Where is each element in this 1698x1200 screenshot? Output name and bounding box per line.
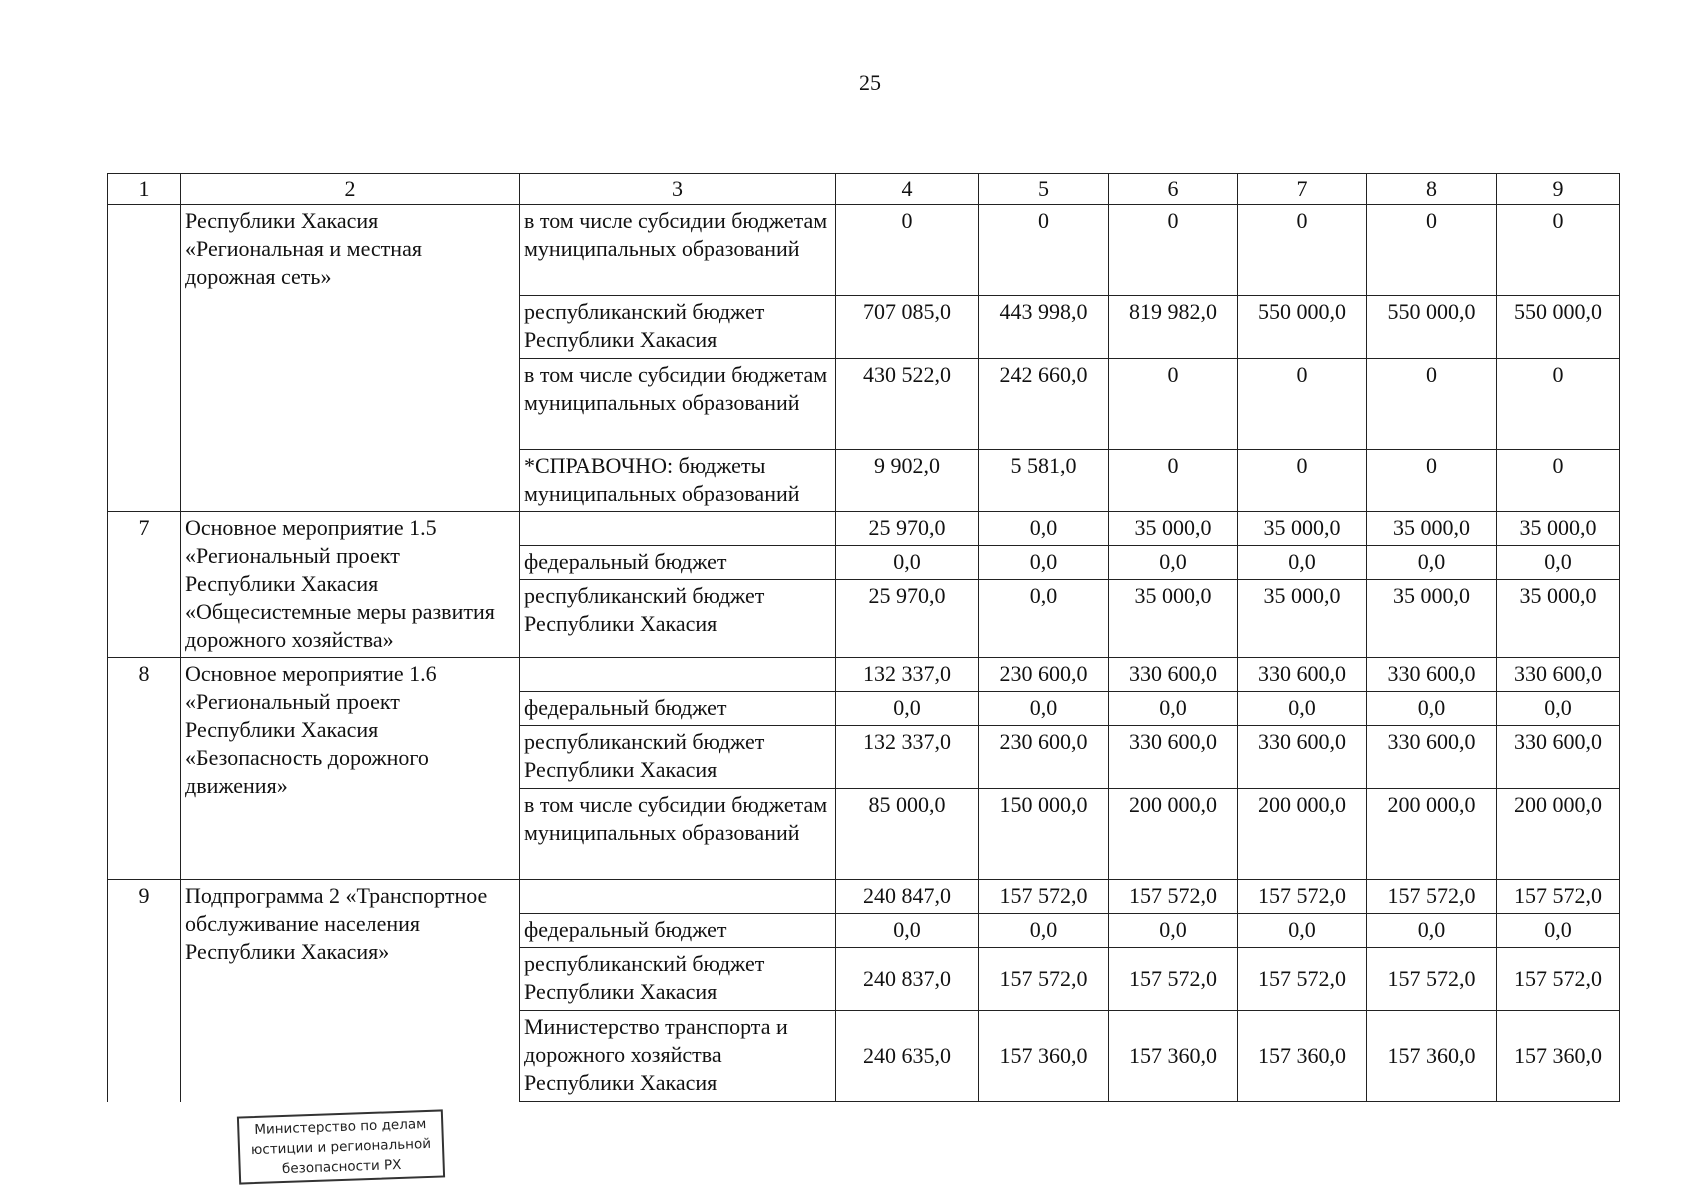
value-cell: 0,0	[836, 914, 979, 948]
value-cell: 330 600,0	[1238, 658, 1367, 692]
value-cell: 0,0	[979, 914, 1109, 948]
value-cell: 200 000,0	[1497, 789, 1620, 880]
stamp-line: юстиции и региональной	[250, 1135, 432, 1159]
value-cell: 0	[979, 205, 1109, 296]
value-cell: 330 600,0	[1497, 658, 1620, 692]
funding-source-cell: республиканский бюджет Республики Хакасия	[520, 726, 836, 789]
table-row	[108, 880, 1620, 914]
value-cell: 550 000,0	[1238, 296, 1367, 359]
funding-source-cell: Министерство транспорта и дорожного хозяйства Республики Хакасия	[520, 1011, 836, 1102]
value-cell: 157 572,0	[1497, 948, 1620, 1011]
value-cell: 0	[1109, 359, 1238, 450]
value-cell: 0,0	[1367, 546, 1497, 580]
value-cell: 150 000,0	[979, 789, 1109, 880]
value-cell: 157 572,0	[979, 880, 1109, 914]
value-cell: 330 600,0	[1109, 726, 1238, 789]
value-cell: 0,0	[1238, 914, 1367, 948]
value-cell: 157 572,0	[1109, 880, 1238, 914]
funding-source-cell: федеральный бюджет	[520, 914, 836, 948]
value-cell: 430 522,0	[836, 359, 979, 450]
value-cell: 0,0	[1367, 692, 1497, 726]
value-cell: 0,0	[836, 692, 979, 726]
value-cell: 330 600,0	[1109, 658, 1238, 692]
table-row	[108, 205, 1620, 296]
value-cell: 443 998,0	[979, 296, 1109, 359]
value-cell: 819 982,0	[1109, 296, 1238, 359]
value-cell: 35 000,0	[1367, 580, 1497, 658]
column-number: 4	[836, 174, 979, 205]
value-cell: 157 360,0	[1367, 1011, 1497, 1102]
row-number-cell	[108, 205, 181, 512]
row-number-cell: 8	[108, 658, 181, 880]
column-number: 3	[520, 174, 836, 205]
value-cell: 707 085,0	[836, 296, 979, 359]
value-cell: 157 572,0	[1367, 880, 1497, 914]
row-number-cell: 9	[108, 880, 181, 1102]
value-cell: 230 600,0	[979, 726, 1109, 789]
program-name-cell: Основное мероприятие 1.6 «Региональный проект Республики Хакасия «Безопасность дорожного движения»	[181, 658, 520, 880]
value-cell: 200 000,0	[1367, 789, 1497, 880]
value-cell: 35 000,0	[1238, 580, 1367, 658]
value-cell: 0,0	[1497, 692, 1620, 726]
value-cell: 0,0	[1497, 914, 1620, 948]
column-number: 6	[1109, 174, 1238, 205]
value-cell: 35 000,0	[1497, 580, 1620, 658]
value-cell: 0	[1109, 205, 1238, 296]
funding-source-cell	[520, 658, 836, 692]
value-cell: 240 847,0	[836, 880, 979, 914]
value-cell: 330 600,0	[1497, 726, 1620, 789]
column-number: 7	[1238, 174, 1367, 205]
value-cell: 200 000,0	[1109, 789, 1238, 880]
value-cell: 157 572,0	[1497, 880, 1620, 914]
funding-source-cell: республиканский бюджет Республики Хакасия	[520, 580, 836, 658]
table-row	[108, 512, 1620, 546]
value-cell: 0,0	[979, 580, 1109, 658]
value-cell: 0,0	[1109, 692, 1238, 726]
funding-source-cell: федеральный бюджет	[520, 692, 836, 726]
value-cell: 230 600,0	[979, 658, 1109, 692]
value-cell: 550 000,0	[1367, 296, 1497, 359]
value-cell: 157 360,0	[1497, 1011, 1620, 1102]
funding-source-cell	[520, 512, 836, 546]
value-cell: 0	[1497, 205, 1620, 296]
funding-source-cell: республиканский бюджет Республики Хакасия	[520, 296, 836, 359]
value-cell: 157 360,0	[979, 1011, 1109, 1102]
column-number: 9	[1497, 174, 1620, 205]
value-cell: 25 970,0	[836, 512, 979, 546]
value-cell: 0	[1497, 450, 1620, 512]
value-cell: 35 000,0	[1109, 580, 1238, 658]
program-name-cell: Основное мероприятие 1.5 «Региональный проект Республики Хакасия «Общесистемные меры развития дорожного хозяйства»	[181, 512, 520, 658]
table-row	[108, 658, 1620, 692]
value-cell: 0	[1367, 450, 1497, 512]
value-cell: 240 837,0	[836, 948, 979, 1011]
value-cell: 132 337,0	[836, 726, 979, 789]
value-cell: 0	[1238, 359, 1367, 450]
value-cell: 157 572,0	[979, 948, 1109, 1011]
column-number: 1	[108, 174, 181, 205]
row-number-cell: 7	[108, 512, 181, 658]
value-cell: 242 660,0	[979, 359, 1109, 450]
value-cell: 35 000,0	[1497, 512, 1620, 546]
funding-source-cell: *СПРАВОЧНО: бюджеты муниципальных образований	[520, 450, 836, 512]
value-cell: 0,0	[1367, 914, 1497, 948]
value-cell: 157 572,0	[1238, 948, 1367, 1011]
value-cell: 157 360,0	[1238, 1011, 1367, 1102]
value-cell: 550 000,0	[1497, 296, 1620, 359]
value-cell: 0,0	[979, 692, 1109, 726]
value-cell: 240 635,0	[836, 1011, 979, 1102]
value-cell: 330 600,0	[1367, 658, 1497, 692]
stamp-line: Министерство по делам	[254, 1116, 427, 1139]
value-cell: 0	[1367, 359, 1497, 450]
value-cell: 157 572,0	[1109, 948, 1238, 1011]
value-cell: 0	[836, 205, 979, 296]
budget-table	[107, 173, 1620, 1102]
funding-source-cell: в том числе субсидии бюджетам муниципальных образований	[520, 359, 836, 450]
value-cell: 0,0	[1109, 546, 1238, 580]
value-cell: 0,0	[1497, 546, 1620, 580]
value-cell: 35 000,0	[1109, 512, 1238, 546]
value-cell: 330 600,0	[1238, 726, 1367, 789]
value-cell: 0,0	[1109, 914, 1238, 948]
value-cell: 157 572,0	[1367, 948, 1497, 1011]
program-name-cell: Республики Хакасия «Региональная и местная дорожная сеть»	[181, 205, 520, 512]
value-cell: 85 000,0	[836, 789, 979, 880]
value-cell: 330 600,0	[1367, 726, 1497, 789]
page-number: 25	[859, 70, 881, 95]
funding-source-cell: в том числе субсидии бюджетам муниципальных образований	[520, 789, 836, 880]
value-cell: 0,0	[979, 546, 1109, 580]
value-cell: 200 000,0	[1238, 789, 1367, 880]
funding-source-cell: республиканский бюджет Республики Хакасия	[520, 948, 836, 1011]
value-cell: 0,0	[979, 512, 1109, 546]
value-cell: 157 572,0	[1238, 880, 1367, 914]
column-number-row	[108, 174, 1620, 205]
ministry-stamp	[237, 1109, 445, 1184]
value-cell: 132 337,0	[836, 658, 979, 692]
value-cell: 0	[1238, 450, 1367, 512]
value-cell: 0	[1367, 205, 1497, 296]
program-name-cell: Подпрограмма 2 «Транспортное обслуживание населения Республики Хакасия»	[181, 880, 520, 1102]
value-cell: 0	[1238, 205, 1367, 296]
value-cell: 0	[1109, 450, 1238, 512]
value-cell: 0,0	[1238, 546, 1367, 580]
value-cell: 25 970,0	[836, 580, 979, 658]
value-cell: 5 581,0	[979, 450, 1109, 512]
funding-source-cell	[520, 880, 836, 914]
funding-source-cell: в том числе субсидии бюджетам муниципальных образований	[520, 205, 836, 296]
column-number: 5	[979, 174, 1109, 205]
column-number: 2	[181, 174, 520, 205]
value-cell: 35 000,0	[1367, 512, 1497, 546]
value-cell: 35 000,0	[1238, 512, 1367, 546]
column-number: 8	[1367, 174, 1497, 205]
value-cell: 0,0	[1238, 692, 1367, 726]
value-cell: 9 902,0	[836, 450, 979, 512]
stamp-line: безопасности РХ	[281, 1156, 402, 1178]
value-cell: 0,0	[836, 546, 979, 580]
value-cell: 0	[1497, 359, 1620, 450]
value-cell: 157 360,0	[1109, 1011, 1238, 1102]
funding-source-cell: федеральный бюджет	[520, 546, 836, 580]
